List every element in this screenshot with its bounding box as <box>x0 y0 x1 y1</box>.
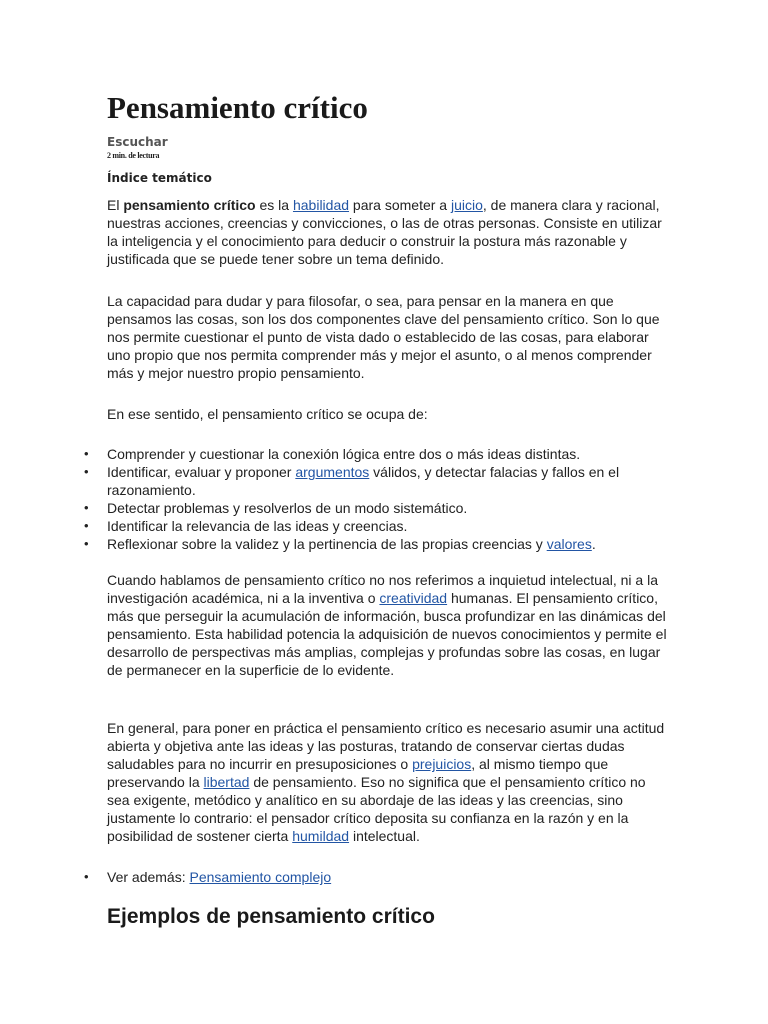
link-juicio[interactable]: juicio <box>450 197 483 213</box>
list-item-text: Identificar la relevancia de las ideas y creencias. <box>107 518 408 534</box>
list-item <box>82 535 672 553</box>
list-item-text: Detectar problemas y resolverlos de un modo sistemático. <box>107 500 468 516</box>
bullet-list-see-also <box>82 868 672 886</box>
table-of-contents-toggle[interactable]: Índice temático <box>107 171 212 185</box>
paragraph-practice <box>107 719 667 845</box>
see-also-prefix: Ver además: <box>107 869 190 885</box>
text-span: humanas. El pensamiento crítico, más que perseguir la acumulación de información, busca profundizar en las dinámicas del pensamiento. Esta habilidad potencia la adquisición de nuevos conocimientos y permite el desarrollo de perspectivas más amplias, complejas y profundas sobre las cosas, en lugar de permanecer en la superficie de lo evidente. <box>107 590 667 678</box>
list-item-text: . <box>591 536 596 552</box>
list-item <box>82 463 672 499</box>
link-habilidad[interactable]: habilidad <box>292 197 350 213</box>
link-creatividad[interactable]: creatividad <box>379 590 448 606</box>
listen-button[interactable]: Escuchar <box>107 135 168 149</box>
read-time: 2 min. de lectura <box>107 151 160 160</box>
paragraph-intro <box>107 196 667 268</box>
paragraph-list-intro: En ese sentido, el pensamiento crítico se ocupa de: <box>107 406 428 422</box>
text-span: para someter a <box>349 197 451 213</box>
text-span: , de manera clara y racional, nuestras acciones, creencias y convicciones, o las de otras personas. Consiste en utilizar la inteligencia y el conocimiento para deducir o construir la postura más razonable y justificada que se puede tener sobre un tema definido. <box>107 197 662 267</box>
text-span: es la <box>255 197 293 213</box>
link-pensamiento-complejo[interactable]: Pensamiento complejo <box>189 869 332 885</box>
paragraph-components: La capacidad para dudar y para filosofar, o sea, para pensar en la manera en que pensamos las cosas, son los dos componentes clave del pensamiento crítico. Son lo que nos permite cuestionar el punto de vista dado o establecido de las cosas, para elaborar uno propio que nos permita comprender más y mejor el asunto, o al menos comprender más y mejor nuestro propio pensamiento. <box>107 293 660 381</box>
list-item <box>82 517 672 535</box>
text-span: En general, para poner en práctica el pensamiento crítico es necesario asumir una actitud abierta y objetiva ante las ideas y las posturas, tratando de conservar ciertas dudas saludables para no incurrir en presuposiciones o <box>107 720 665 772</box>
list-item <box>82 445 672 463</box>
list-item <box>82 499 672 517</box>
link-argumentos[interactable]: argumentos <box>295 464 370 480</box>
text-span: El <box>107 197 124 213</box>
list-item-text: válidos, y detectar falacias y fallos en el razonamiento. <box>107 464 620 498</box>
text-span: de pensamiento. Eso no significa que el pensamiento crítico no sea exigente, metódico y analítico en su abordaje de las ideas y las creencias, sino justamente lo contrario: el pensador crítico deposita su confianza en la razón y en la posibilidad de sostener cierta <box>107 774 646 844</box>
article-title: Pensamiento crítico <box>107 90 368 125</box>
paragraph-definition <box>107 571 667 679</box>
link-libertad[interactable]: libertad <box>203 774 250 790</box>
section-heading: Ejemplos de pensamiento crítico <box>107 905 435 928</box>
link-prejuicios[interactable]: prejuicios <box>412 756 472 772</box>
list-item-text: Reflexionar sobre la validez y la pertinencia de las propias creencias y <box>107 536 547 552</box>
list-item-text: Identificar, evaluar y proponer <box>107 464 296 480</box>
link-valores[interactable]: valores <box>546 536 592 552</box>
text-span: Cuando hablamos de pensamiento crítico no nos referimos a inquietud intelectual, ni a la investigación académica, ni a la inventiva o <box>107 572 658 606</box>
list-item-text: Comprender y cuestionar la conexión lógica entre dos o más ideas distintas. <box>107 446 581 462</box>
bullet-list-concerns <box>82 445 672 553</box>
link-humildad[interactable]: humildad <box>292 828 350 844</box>
text-span: , al mismo tiempo que preservando la <box>107 756 609 790</box>
text-span: intelectual. <box>349 828 420 844</box>
bold-term: pensamiento crítico <box>123 197 256 213</box>
list-item <box>82 868 672 886</box>
